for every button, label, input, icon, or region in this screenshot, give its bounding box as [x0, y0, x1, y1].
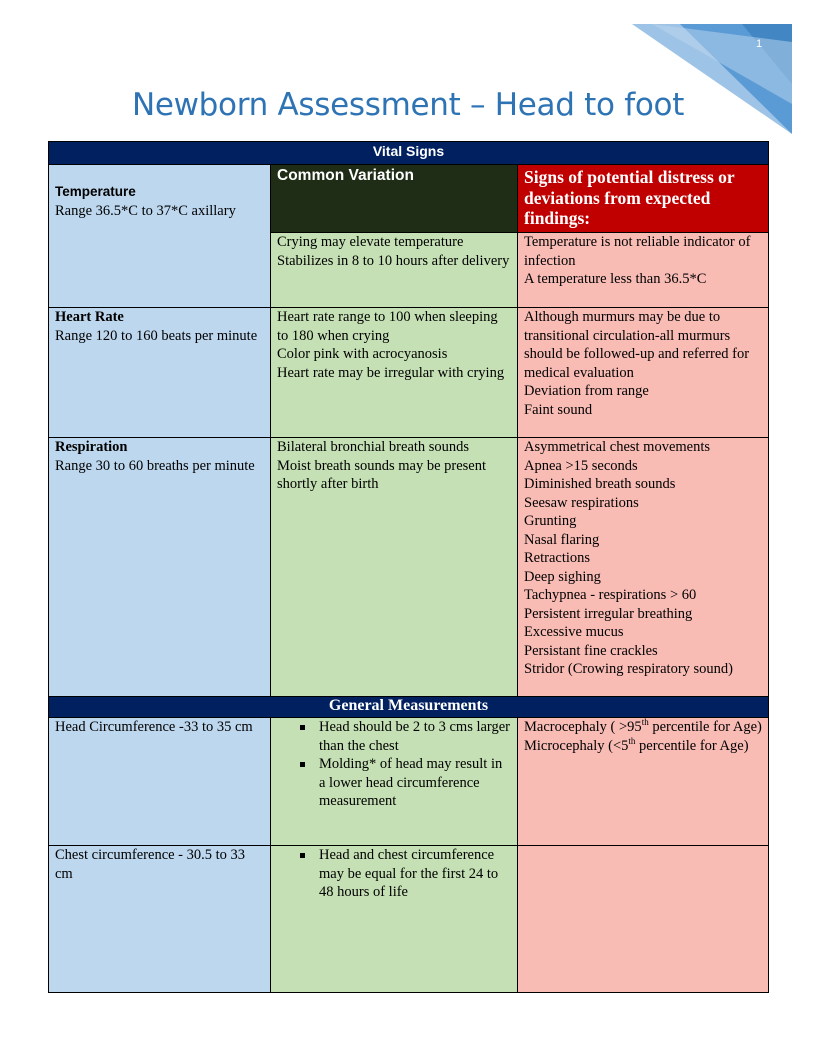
list-item: Persistant fine crackles	[524, 642, 658, 659]
respiration-range: Range 30 to 60 breaths per minute	[55, 457, 255, 474]
table-row	[49, 308, 769, 438]
list-item: Head and chest circumference may be equal for the first 24 to 48 hours of life	[319, 846, 511, 902]
vital-signs-heading: Vital Signs	[49, 142, 769, 165]
list-item: Temperature is not reliable indicator of infection	[524, 234, 751, 269]
list-item: Crying may elevate temperature	[277, 234, 464, 251]
heart-rate-range: Range 120 to 160 beats per minute	[55, 327, 258, 344]
list-item: Heart rate range to 100 when sleeping to 180 when crying	[277, 309, 498, 344]
table-row	[49, 165, 769, 233]
heart-rate-distress-cell	[518, 308, 769, 438]
list-item: Tachypnea - respirations > 60	[524, 587, 697, 603]
head-circumference-label-cell	[49, 718, 271, 846]
chest-circumference-label-cell	[49, 846, 271, 993]
list-item: Deep sighing	[524, 568, 601, 585]
temperature-range: Range 36.5*C to 37*C axillary	[55, 202, 236, 219]
list-item: Bilateral bronchial breath sounds	[277, 439, 470, 455]
vital-signs-band	[49, 142, 769, 165]
list-item: Apnea >15 seconds	[524, 457, 638, 474]
page-title: Newborn Assessment – Head to foot	[131, 86, 685, 123]
head-circumference-label: Head Circumference -33 to 35 cm	[55, 719, 253, 735]
table-row	[49, 438, 769, 697]
temperature-label-cell	[49, 165, 271, 308]
temperature-common-cell	[271, 233, 518, 308]
chest-circumference-common-cell	[271, 846, 518, 993]
respiration-label-cell	[49, 438, 271, 697]
list-item: Although murmurs may be due to transitional circulation-all murmurs should be followed-up and referred for medical evaluation	[524, 309, 750, 381]
list-item: Deviation from range	[524, 383, 649, 399]
list-item: Stabilizes in 8 to 10 hours after delivery	[277, 252, 510, 269]
table-row	[49, 846, 769, 993]
common-variation-header: Common Variation	[271, 165, 518, 233]
list-item: Persistent irregular breathing	[524, 605, 693, 622]
distress-header: Signs of potential distress or deviations from expected findings:	[518, 165, 769, 233]
list-item: Stridor (Crowing respiratory sound)	[524, 661, 734, 677]
chest-circumference-label: Chest circumference - 30.5 to 33 cm	[55, 847, 246, 882]
list-item: Color pink with acrocyanosis	[277, 346, 448, 362]
list-item: Heart rate may be irregular with crying	[277, 364, 505, 381]
list-item: Faint sound	[524, 401, 593, 418]
temperature-distress-cell	[518, 233, 769, 308]
general-measurements-heading: General Measurements	[49, 697, 769, 718]
respiration-distress-cell	[518, 438, 769, 697]
microcephaly-text: Microcephaly (<5th percentile for Age)	[524, 735, 749, 754]
general-measurements-band	[49, 697, 769, 718]
list-item: Retractions	[524, 550, 591, 566]
list-item: Molding* of head may result in a lower head circumference measurement	[319, 755, 511, 811]
list-item: Grunting	[524, 513, 577, 529]
list-item: Diminished breath sounds	[524, 476, 676, 492]
table-row	[49, 718, 769, 846]
list-item: Moist breath sounds may be present shortly after birth	[277, 457, 487, 492]
chest-circumference-distress-cell	[518, 846, 769, 993]
macrocephaly-text: Macrocephaly ( >95th percentile for Age)	[524, 717, 762, 735]
temperature-label: Temperature	[55, 184, 136, 199]
page-number: 1	[756, 38, 763, 50]
head-circumference-distress-cell	[518, 718, 769, 846]
list-item: A temperature less than 36.5*C	[524, 271, 707, 288]
list-item: Nasal flaring	[524, 531, 600, 548]
respiration-label: Respiration	[55, 439, 128, 455]
list-item: Excessive mucus	[524, 624, 624, 640]
head-circumference-common-cell	[271, 718, 518, 846]
heart-rate-label: Heart Rate	[55, 309, 124, 325]
heart-rate-label-cell	[49, 308, 271, 438]
list-item: Head should be 2 to 3 cms larger than the chest	[319, 719, 511, 754]
assessment-table	[48, 141, 769, 993]
heart-rate-common-cell	[271, 308, 518, 438]
respiration-common-cell	[271, 438, 518, 697]
list-item: Seesaw respirations	[524, 494, 639, 511]
list-item: Asymmetrical chest movements	[524, 439, 711, 455]
